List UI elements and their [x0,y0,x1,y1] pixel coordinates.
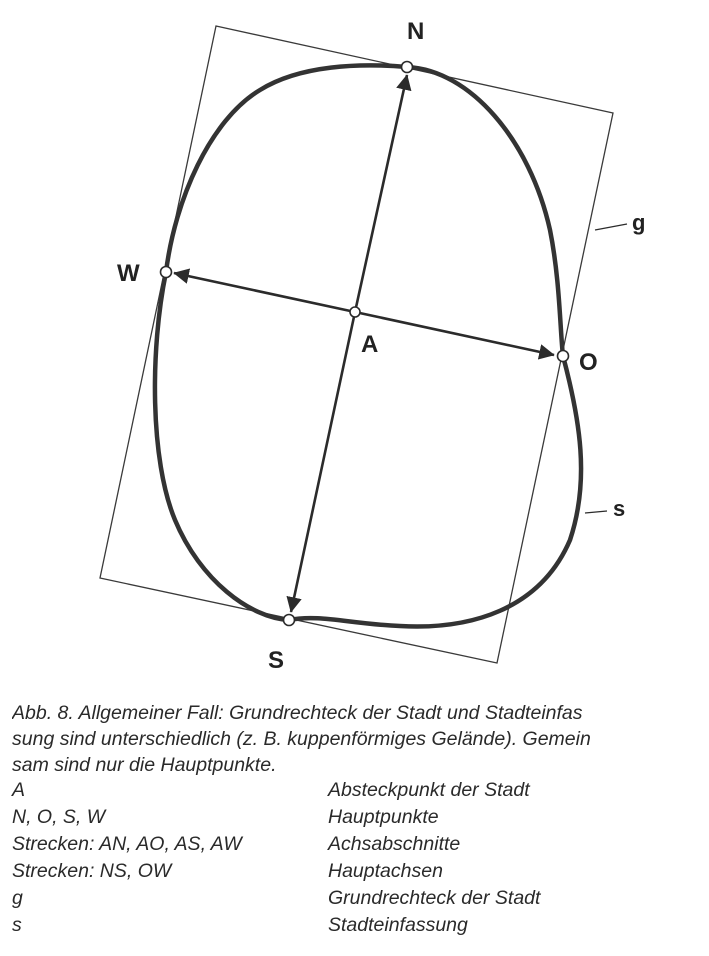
base-rectangle-g [100,26,613,663]
caption-line-2: sung sind unterschiedlich (z. B. kuppenförmiges Gelände). Gemein [12,728,591,750]
figure-caption [12,700,709,778]
axis-AW [174,273,355,312]
legend-key: g [12,887,23,909]
label-O: O [579,349,598,376]
label-N: N [407,18,425,45]
axis-AO [355,312,554,355]
legend-row [12,806,702,833]
legend-value: Absteckpunkt der Stadt [328,779,530,801]
axis-AN [355,75,407,312]
leader-s [585,511,607,513]
legend-key: Strecken: AN, AO, AS, AW [12,833,242,855]
legend-row [12,860,702,887]
legend-key: Strecken: NS, OW [12,860,172,882]
legend-value: Achsabschnitte [328,833,461,855]
point-W [161,267,172,278]
legend-value: Grundrechteck der Stadt [328,887,541,909]
label-W: W [117,260,140,287]
axis-AS [291,312,355,612]
legend-row [12,779,702,806]
legend-row [12,914,702,941]
legend-value: Hauptachsen [328,860,443,882]
legend-row [12,887,702,914]
label-s: s [613,496,626,521]
legend-key: A [12,779,26,801]
legend-key: s [12,914,22,936]
legend-value: Stadteinfassung [328,914,468,936]
point-N [402,62,413,73]
legend-value: Hauptpunkte [328,806,439,828]
label-g: g [632,210,646,235]
caption-line-3: sam sind nur die Hauptpunkte. [12,754,277,776]
point-O [558,351,569,362]
point-S [284,615,295,626]
caption-line-1: Abb. 8. Allgemeiner Fall: Grundrechteck der Stadt und Stadteinfas [12,702,583,724]
legend-row [12,833,702,860]
label-A: A [361,331,379,358]
leader-g [595,224,627,230]
legend-list [12,779,702,941]
legend-key: N, O, S, W [12,806,106,828]
point-A [350,307,360,317]
label-S: S [268,647,285,674]
